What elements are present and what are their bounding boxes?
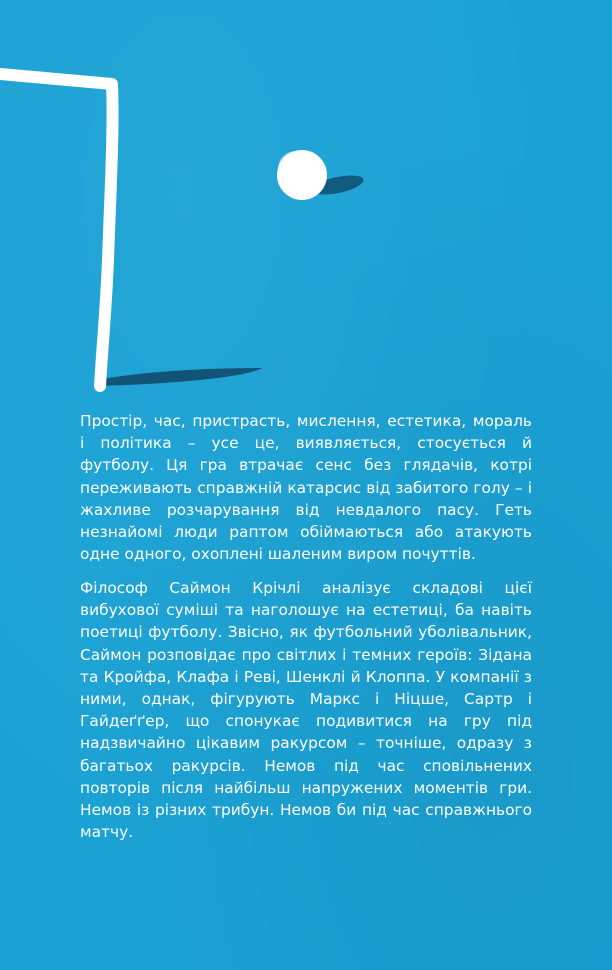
blurb-paragraph-1: Простір, час, пристрасть, мислення, естетика, мораль і політика – усе це, виявляється, стосується й футболу. Ця гра втрачає сенс без глядачів, котрі переживають справжній катарсис від забитого голу – і жахливе розчарування від невдалого пасу. Геть незнайомі люди раптом обіймаються або атакують одне одного, охоплені шаленим виром почуттів. bbox=[80, 412, 532, 564]
ball-highlight bbox=[278, 151, 314, 187]
goal-and-ball-illustration bbox=[0, 0, 612, 400]
goal-post-shadow bbox=[96, 368, 262, 386]
blurb-paragraph-2: Філософ Саймон Крічлі аналізує складові цієї вибухової суміші та наголошує на естетиці, ба навіть поетиці футболу. Звісно, як футбольний уболівальник, Саймон розповідає про світлих і темних героїв: Зідана та Кройфа, Клафа і Реві, Шенклі й Клоппа. У компанії з ними, однак, фігурують Маркс і Ніцше, Сартр і Гайдеґґер, що спонукає подивитися на гру під надзвичайно цікавим ракурсом – точніше, одразу з багатьох ракурсів. Немов під час сповільнених повторів після найбільш напружених моментів гри. Немов із різних трибун. Немов би під час справжнього матчу. bbox=[80, 579, 532, 842]
goal-post bbox=[0, 74, 113, 386]
